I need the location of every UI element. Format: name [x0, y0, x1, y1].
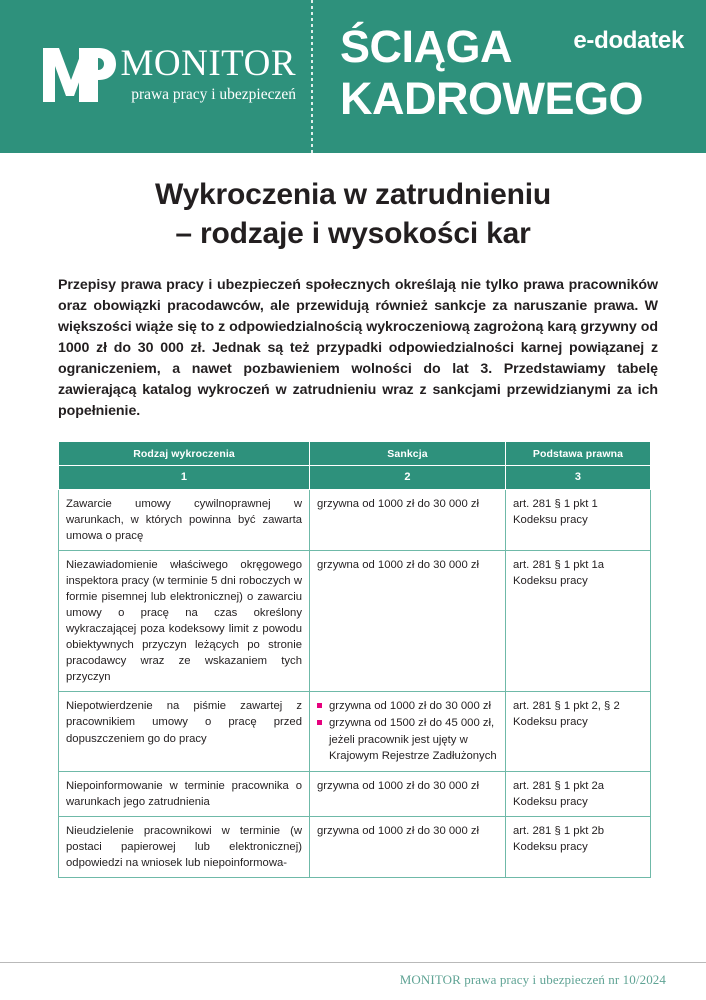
lead-paragraph: Przepisy prawa pracy i ubezpieczeń społecznych określają nie tylko prawa pracowników oraz obowiązki pracodawców, ale przewidują również sankcje za naruszanie prawa. W większości wiąże się to z odpowiedzialnością wykroczeniową zagrożoną karą grzywny od 1000 zł do 30 000 zł. Jednak są też przypadki odpowiedzialności karnej powiązanej z ograniczeniem, a nawet pozbawieniem wolności do lat 3. Przedstawiamy tabelę zawierającą katalog wykroczeń w zatrudnieniu wraz z sankcjami przewidzianymi za ich popełnienie.	[58, 277, 658, 420]
cell-kind: Nieudzielenie pracownikowi w terminie (w postaci papierowej lub elektronicznej) odpowiedzi na wniosek lub niepoinformowa-	[59, 816, 310, 877]
cell-basis: art. 281 § 1 pkt 1 Kodeksu pracy	[506, 490, 651, 551]
table-header-basis: Podstawa prawna	[506, 442, 651, 466]
cell-kind: Zawarcie umowy cywilnoprawnej w warunkach, w których powinna być zawarta umowa o pracę	[59, 490, 310, 551]
table-row	[59, 816, 651, 877]
brand-words	[121, 44, 297, 105]
table-row	[59, 551, 651, 692]
cell-basis: art. 281 § 1 pkt 2a Kodeksu pracy	[506, 771, 651, 816]
cell-kind: Niepoinformowanie w terminie pracownika o warunkach jego zatrudnienia	[59, 771, 310, 816]
cell-sanction: grzywna od 1000 zł do 30 000 zł	[310, 771, 506, 816]
cell-basis: art. 281 § 1 pkt 2b Kodeksu pracy	[506, 816, 651, 877]
cell-sanction: grzywna od 1000 zł do 30 000 zł	[310, 490, 506, 551]
brand-subtitle: prawa pracy i ubezpieczeń	[131, 86, 296, 104]
table-number-row	[59, 466, 651, 490]
e-dodatek-badge: e-dodatek	[573, 27, 684, 54]
brand-title: MONITOR	[120, 42, 296, 84]
list-item: grzywna od 1000 zł do 30 000 zł	[317, 698, 498, 714]
table-number-2: 2	[310, 466, 506, 490]
table-row	[59, 692, 651, 771]
page-title-line1: Wykroczenia w zatrudnieniu	[155, 178, 551, 211]
table-number-3: 3	[506, 466, 651, 490]
cell-sanction: grzywna od 1000 zł do 30 000 zł	[310, 551, 506, 692]
series-title-line2: KADROWEGO	[340, 73, 643, 124]
sanction-bullet-list	[317, 698, 498, 763]
cell-sanction: grzywna od 1000 zł do 30 000 zł	[310, 816, 506, 877]
brand-lockup	[39, 44, 297, 106]
offences-table-wrapper	[58, 441, 650, 878]
mp-logo-icon	[39, 44, 117, 106]
masthead-brand-area	[0, 0, 312, 153]
cell-basis: art. 281 § 1 pkt 2, § 2 Kodeksu pracy	[506, 692, 651, 771]
offences-table	[58, 441, 651, 878]
masthead-series-area	[312, 0, 706, 153]
page-title-line2: – rodzaje i wysokości kar	[175, 217, 531, 250]
table-header-row	[59, 442, 651, 466]
table-header-sanction: Sankcja	[310, 442, 506, 466]
list-item: grzywna od 1500 zł do 45 000 zł, jeżeli pracownik jest ujęty w Krajowym Rejestrze Zadłużonych	[317, 715, 498, 763]
masthead	[0, 0, 706, 153]
series-title-line1: ŚCIĄGA	[340, 21, 513, 72]
cell-kind: Niezawiadomienie właściwego okręgowego inspektora pracy (w terminie 5 dni roboczych w formie pisemnej lub elektronicznej) o zawarciu umowy o pracę na czas określony wykraczającej poza kodeksowy limit z powodu obiektywnych przyczyn leżących po stronie pracodawcy wraz ze wskazaniem tych przyczyn	[59, 551, 310, 692]
page-title	[0, 175, 706, 253]
footer-text: MONITOR prawa pracy i ubezpieczeń nr 10/2024	[399, 972, 666, 987]
table-number-1: 1	[59, 466, 310, 490]
cell-basis: art. 281 § 1 pkt 1a Kodeksu pracy	[506, 551, 651, 692]
table-row	[59, 771, 651, 816]
footer-divider	[0, 962, 706, 963]
table-header-kind: Rodzaj wykroczenia	[59, 442, 310, 466]
cell-sanction-list	[310, 692, 506, 771]
table-row	[59, 490, 651, 551]
table-body	[59, 490, 651, 878]
cell-kind: Niepotwierdzenie na piśmie zawartej z pracownikiem umowy o pracę przed dopuszczeniem go do pracy	[59, 692, 310, 771]
